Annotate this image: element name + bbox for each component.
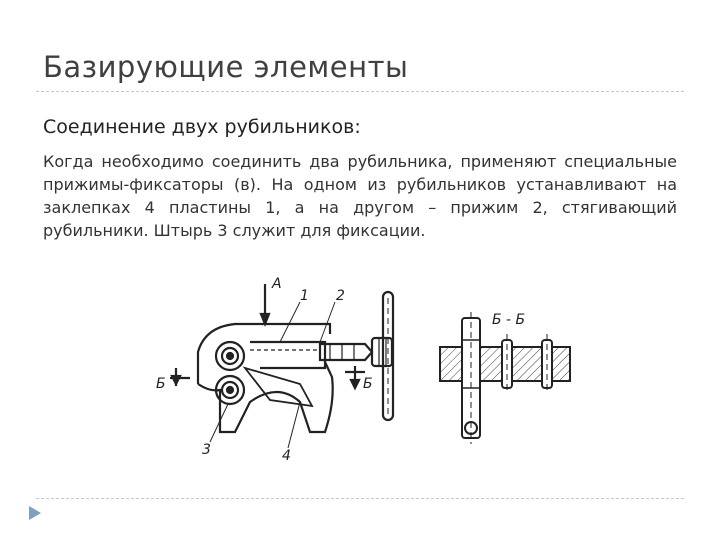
label-a: А (272, 276, 282, 292)
clamp-assembly (170, 284, 393, 448)
label-b-left: Б (156, 376, 166, 392)
label-4: 4 (282, 448, 291, 464)
section-label: Б - Б (492, 312, 526, 328)
subtitle: Соединение двух рубильников: (43, 116, 361, 138)
label-1: 1 (300, 288, 309, 304)
footer-divider (36, 498, 684, 499)
label-3: 3 (202, 442, 211, 458)
title-divider (36, 91, 684, 92)
label-b-right: Б (363, 376, 373, 392)
body-paragraph: Когда необходимо соединить два рубильника, применяют специальные прижимы-фиксаторы (в). На одном из рубильников устанавливают на заклепках 4 пластины 1, а на другом – прижим 2, стягивающий рубильники. Штырь 3 служит для фиксации. (43, 152, 677, 240)
technical-drawing (150, 272, 590, 472)
triangle-right-icon[interactable] (28, 505, 42, 521)
label-2: 2 (336, 288, 345, 304)
slide-title: Базирующие элементы (43, 50, 409, 84)
section-view (440, 312, 570, 444)
